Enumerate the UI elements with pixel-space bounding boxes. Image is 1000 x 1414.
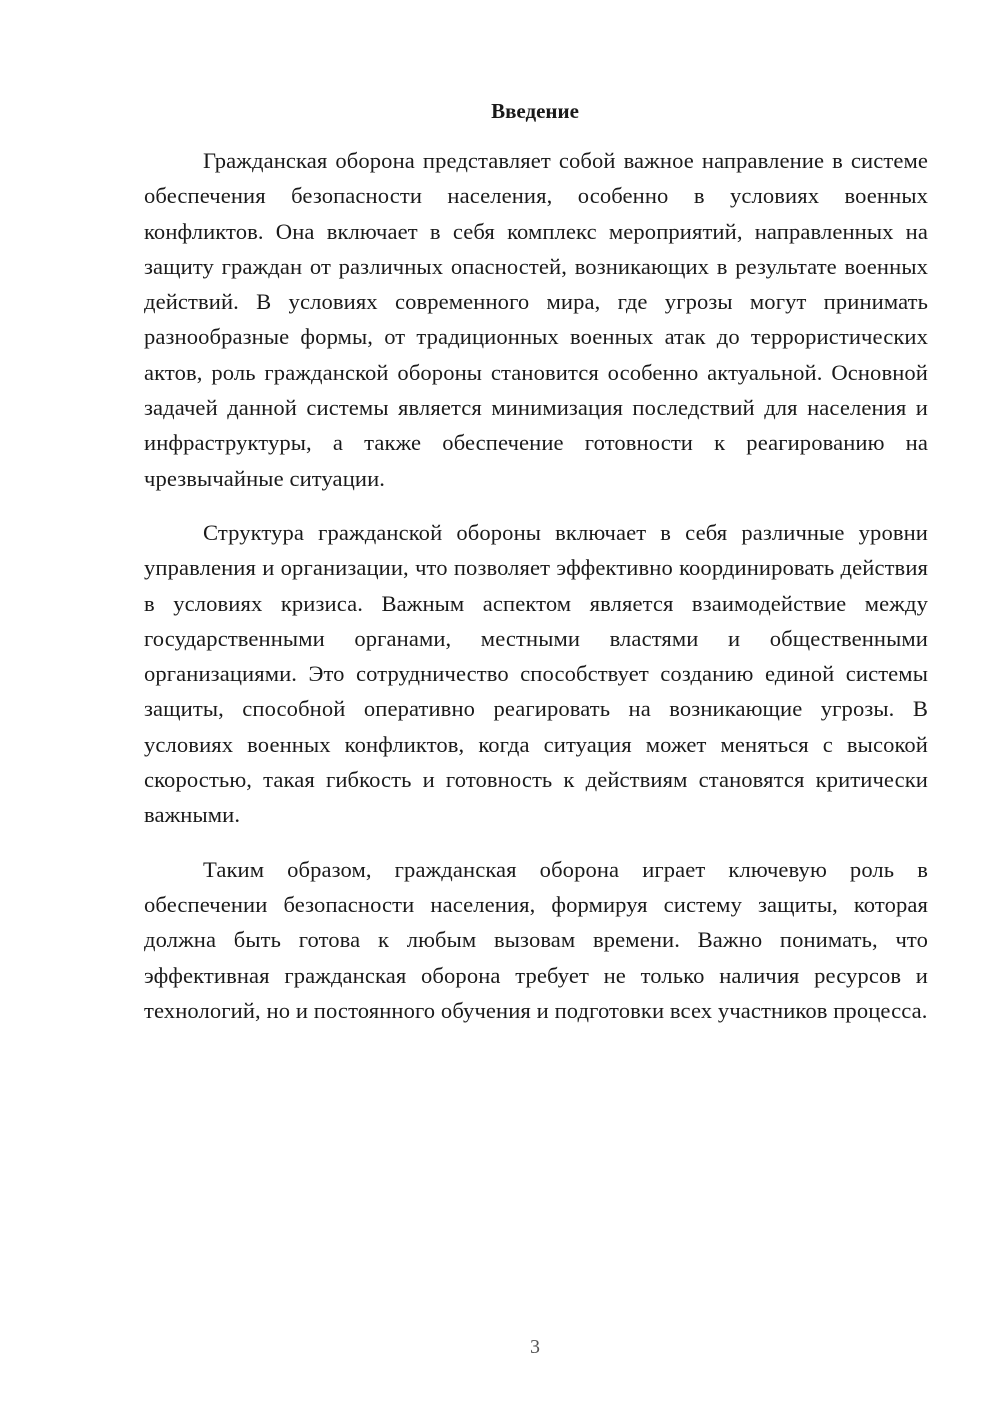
paragraph-3: Таким образом, гражданская оборона играет ключевую роль в обеспечении безопасности населения, формируя систему защиты, которая должна быть готова к любым вызовам времени. Важно понимать, что эффективная гражданская оборона требует не только наличия ресурсов и технологий, но и постоянного обучения и подготовки всех участников процесса. <box>144 856 928 1023</box>
paragraph-1: Гражданская оборона представляет собой важное направление в системе обеспечения безопасности населения, особенно в условиях военных конфликтов. Она включает в себя комплекс мероприятий, направленных на защиту граждан от различных опасностей, возникающих в результате военных действий. В условиях современного мира, где угрозы могут принимать разнообразные формы, от традиционных военных атак до террористических актов, роль гражданской обороны становится особенно актуальной. Основной задачей данной системы является минимизация последствий для населения и инфраструктуры, а также обеспечение готовности к реагированию на чрезвычайные ситуации. <box>144 148 928 491</box>
document-body <box>144 143 928 1028</box>
page-number: 3 <box>530 1336 540 1358</box>
paragraph-2: Структура гражданской обороны включает в себя различные уровни управления и организации, что позволяет эффективно координировать действия в условиях кризиса. Важным аспектом является взаимодействие между государственными органами, местными властями и общественными организациями. Это сотрудничество способствует созданию единой системы защиты, способной оперативно реагировать на возникающие угрозы. В условиях военных конфликтов, когда ситуация может меняться с высокой скоростью, такая гибкость и готовность к действиям становятся критически важными. <box>144 519 928 828</box>
section-heading: Введение <box>491 99 579 123</box>
